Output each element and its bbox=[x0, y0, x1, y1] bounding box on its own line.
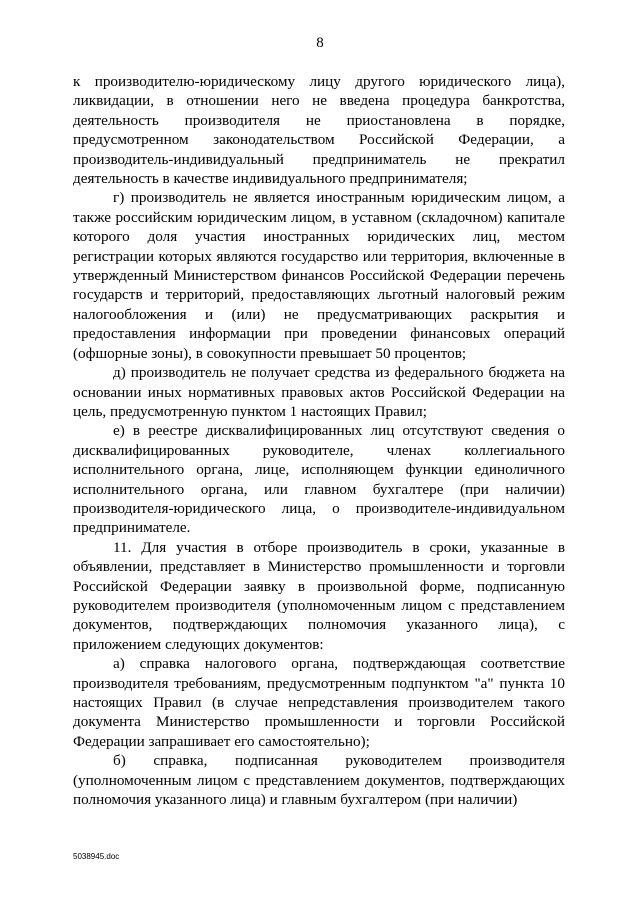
paragraph-item-a: а) справка налогового органа, подтверждающая соответствие производителя требованиям, предусмотренным подпунктом "а" пункта 10 настоящих Правил (в случае непредставления производителем такого документа Министерство промышленности и торговли Российской Федерации запрашивает его самостоятельно); bbox=[73, 655, 565, 750]
paragraph-clause-d: д) производитель не получает средства из федерального бюджета на основании иных нормативных правовых актов Российской Федерации на цель, предусмотренную пунктом 1 настоящих Правил; bbox=[73, 364, 565, 420]
page-number: 8 bbox=[316, 35, 324, 51]
paragraph-continuation: к производителю-юридическому лицу другого юридического лица), ликвидации, в отношении него не введена процедура банкротства, деятельность производителя не приостановлена в порядке, предусмотренном законодательством Российской Федерации, а производитель-индивидуальный предприниматель не прекратил деятельность в качестве индивидуального предпринимателя; bbox=[73, 73, 565, 188]
paragraph-item-b: б) справка, подписанная руководителем производителя (уполномоченным лицом с представлением документов, подтверждающих полномочия указанного лица) и главным бухгалтером (при наличии) bbox=[73, 752, 565, 809]
document-body bbox=[73, 72, 565, 809]
paragraph-clause-g: г) производитель не является иностранным юридическим лицом, а также российским юридическим лицом, в уставном (складочном) капитале которого доля участия иностранных юридических лиц, местом регистрации которых являются государство или территория, включенные в утвержденный Министерством финансов Российской Федерации перечень государств и территорий, предоставляющих льготный налоговый режим налогообложения и (или) не предусматривающих раскрытия и предоставления информации при проведении финансовых операций (офшорные зоны), в совокупности превышает 50 процентов; bbox=[73, 189, 565, 362]
paragraph-clause-e: е) в реестре дисквалифицированных лиц отсутствуют сведения о дисквалифицированных руководителе, членах коллегиального исполнительного органа, лице, исполняющем функции единоличного исполнительного органа, или главном бухгалтере (при наличии) производителя-юридического лица, о производителе-индивидуальном предпринимателе. bbox=[73, 422, 565, 537]
paragraph-section-11: 11. Для участия в отборе производитель в сроки, указанные в объявлении, представляет в Министерство промышленности и торговли Российской Федерации заявку в произвольной форме, подписанную руководителем производителя (уполномоченным лицом с представлением документов, подтверждающих полномочия указанного лица), с приложением следующих документов: bbox=[73, 538, 565, 653]
document-file-code: 5038945.doc bbox=[73, 852, 120, 861]
